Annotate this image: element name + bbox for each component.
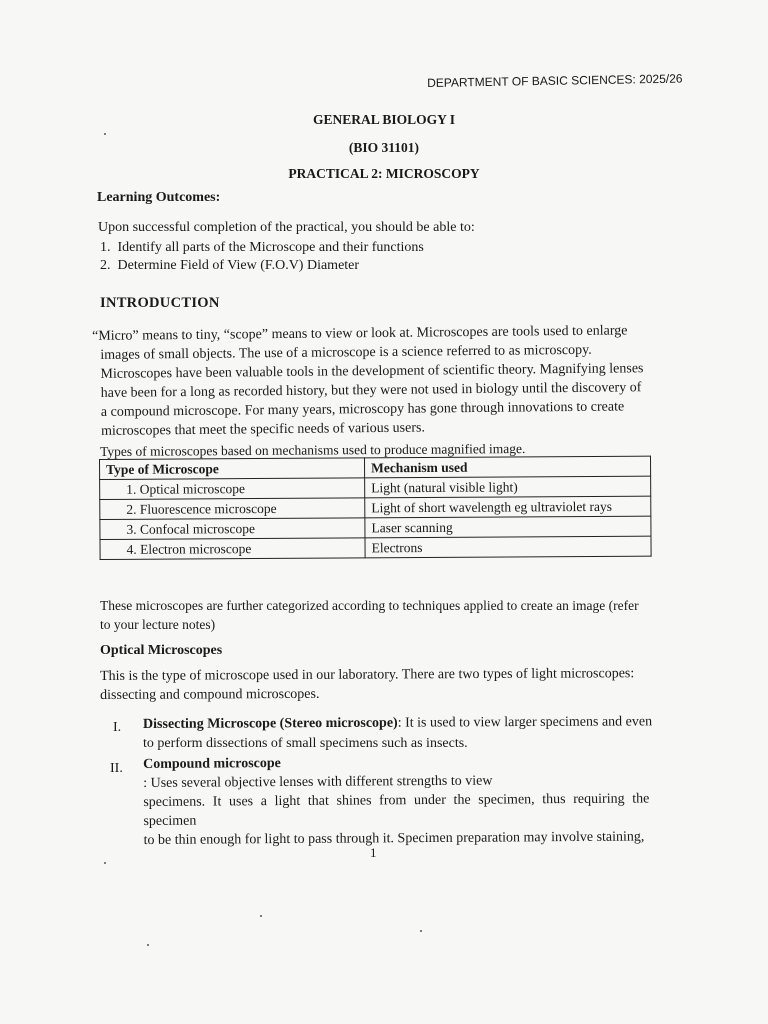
microscope-types-table (99, 456, 652, 560)
outcome-item (100, 258, 359, 274)
table-cell-mechanism: Light of short wavelength eg ultraviolet rays (365, 496, 651, 518)
paragraph-line: “Micro” means to tiny, “scope” means to view or look at. Microscopes are tools used to enlarge (92, 323, 628, 344)
introduction-heading: INTRODUCTION (100, 295, 220, 311)
list-item-continuation: to be thin enough for light to pass through it. Specimen preparation may involve staining, (143, 829, 645, 848)
list-item-continuation: to perform dissections of small specimens such as insects. (143, 736, 468, 751)
list-item-rest: : Uses several objective lenses with different strengths to view (143, 773, 493, 791)
list-item-line (143, 714, 652, 733)
list-item-block (143, 751, 650, 850)
table-cell-type: 1. Optical microscope (100, 478, 365, 500)
page-number: 1 (370, 845, 377, 860)
outcome-text: Determine Field of View (F.O.V) Diameter (117, 258, 360, 273)
outcome-text: Identify all parts of the Microscope and their functions (117, 240, 424, 255)
learning-outcomes-heading: Learning Outcomes: (97, 190, 221, 205)
table-cell-type: 3. Confocal microscope (100, 518, 365, 540)
paragraph-line: These microscopes are further categorized according to techniques applied to create an image (refer (100, 598, 639, 613)
list-item-line (143, 751, 649, 793)
outcome-number: 2. (100, 258, 111, 273)
list-item-term: Compound microscope (143, 756, 281, 772)
list-item-rest: : It is used to view larger specimens and even (397, 714, 653, 731)
table-caption: Types of microscopes based on mechanisms used to produce magnified image. (100, 441, 526, 459)
list-numeral: II. (110, 761, 123, 776)
table-cell-type: 2. Fluorescence microscope (100, 498, 365, 520)
department-header: DEPARTMENT OF BASIC SCIENCES: 2025/26 (427, 71, 683, 90)
further-paragraph (100, 596, 648, 634)
table-row (100, 536, 651, 559)
paragraph-line: images of small objects. The use of a microscope is a science referred to as microscopy. (100, 342, 592, 363)
list-item-continuation: specimens. It uses a light that shines from under the specimen, thus requiring the specimen (143, 791, 650, 829)
optical-paragraph (100, 664, 648, 705)
table-header-type: Type of Microscope (100, 458, 365, 480)
practical-title: PRACTICAL 2: MICROSCOPY (288, 166, 480, 181)
scan-speck (104, 862, 106, 864)
table-cell-mechanism: Electrons (365, 536, 651, 558)
paragraph-line: dissecting and compound microscopes. (100, 686, 320, 703)
scan-speck (104, 133, 106, 135)
scan-speck (420, 930, 422, 932)
scan-speck (147, 944, 149, 946)
course-title: GENERAL BIOLOGY I (312, 112, 456, 127)
outcome-number: 1. (100, 240, 111, 255)
list-numeral: I. (113, 720, 122, 735)
table-header-mechanism: Mechanism used (364, 456, 650, 478)
paragraph-line: have been for a long as recorded history, but they were not used in biology until the discovery of (100, 380, 642, 401)
table-cell-type: 4. Electron microscope (100, 538, 365, 560)
outcome-item (100, 240, 424, 256)
paragraph-line: a compound microscope. For many years, microscopy has gone through innovations to create (100, 399, 625, 420)
table-cell-mechanism: Laser scanning (365, 516, 651, 538)
scan-speck (260, 915, 262, 917)
paragraph-line: This is the type of microscope used in our laboratory. There are two types of light microscopes: (100, 666, 635, 684)
learning-outcomes-intro: Upon successful completion of the practical, you should be able to: (98, 220, 475, 235)
paragraph-line: microscopes that meet the specific needs of various users. (101, 420, 425, 439)
table-cell-mechanism: Light (natural visible light) (365, 476, 651, 498)
paragraph-line: to your lecture notes) (100, 617, 216, 632)
course-code: (BIO 31101) (348, 140, 420, 155)
paragraph-line: Microscopes have been valuable tools in the development of scientific theory. Magnifying lenses (100, 361, 644, 382)
list-item-term: Dissecting Microscope (Stereo microscope) (143, 715, 398, 732)
optical-heading: Optical Microscopes (100, 643, 223, 658)
introduction-paragraph (92, 321, 653, 441)
